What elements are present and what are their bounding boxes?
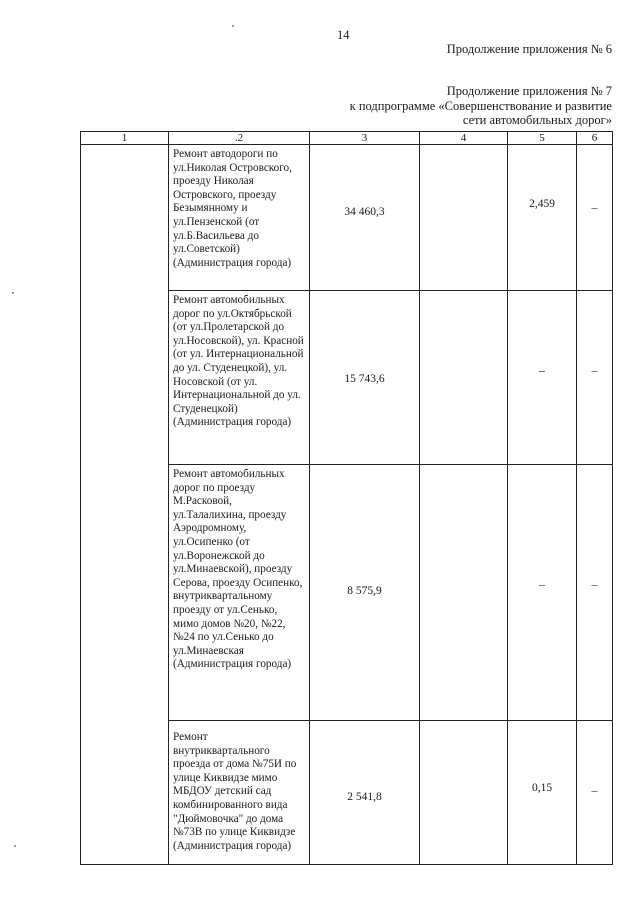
row-description: Ремонт автомобильных дорог по проезду М.Расковой, ул.Талалихина, проезду Аэродромному, ул.Осипенко (от ул.Воронежской до ул.Минаевской), проезду Серова, проезду Осипенко, внутриквартальному проезду от ул.Сенько, мимо домов №20, №22, №24 по ул.Сенько до ул.Минаевская (Администрация города) — [169, 465, 310, 721]
road-repair-table — [80, 131, 613, 865]
header-appendix-6: Продолжение приложения № 6 — [446, 42, 612, 56]
amount-value: 8 575,9 — [347, 585, 382, 597]
column-header: 6 — [577, 132, 613, 145]
col5-value: – — [539, 363, 545, 377]
column-header: 3 — [310, 132, 420, 145]
column-numbers-row — [81, 132, 613, 145]
header-subprogram: к подпрограмме «Совершенствование и развитие — [349, 99, 612, 113]
col6-value: – — [591, 363, 598, 377]
table-row — [81, 145, 613, 291]
row-description: Ремонт автомобильных дорог по ул.Октябрьской (от ул.Пролетарской до ул.Носовской), ул. Красной (от ул. Интернациональной до ул. Студенецкой), ул. Носовской (от ул. Интернациональной до ул. Студенецкой) (Администрация города) — [169, 291, 310, 465]
row-description: Ремонт автодороги по ул.Николая Островского, проезду Николая Островского, проезду Безымянному и ул.Пензенской (от ул.Б.Васильева до ул.Советской) (Администрация города) — [169, 145, 310, 291]
header-network: сети автомобильных дорог» — [462, 113, 612, 127]
col5-value: – — [539, 577, 545, 591]
row-col5 — [508, 465, 577, 721]
row-col5 — [508, 145, 577, 291]
column-header: 1 — [81, 132, 169, 145]
row-col5 — [508, 721, 577, 865]
col6-value: – — [591, 200, 598, 214]
row-amount — [310, 465, 420, 721]
col5-value: 2,459 — [529, 198, 555, 210]
amount-value: 34 460,3 — [344, 206, 385, 218]
row-col6 — [577, 721, 613, 865]
row-amount — [310, 721, 420, 865]
row-col5 — [508, 291, 577, 465]
col5-value: 0,15 — [531, 782, 553, 794]
row-amount — [310, 291, 420, 465]
row-col4 — [420, 465, 508, 721]
page-number: 14 — [337, 28, 350, 42]
row-description: Ремонт внутриквартального проезда от дома №75И по улице Киквидзе мимо МБДОУ детский сад комбинированного вида "Дюймовочка" до дома №73В по улице Киквидзе (Администрация города) — [169, 721, 310, 865]
scan-speck — [232, 25, 234, 27]
amount-value: 2 541,8 — [347, 791, 382, 803]
col6-value: – — [591, 783, 598, 797]
row-col4 — [420, 145, 508, 291]
row-amount — [310, 145, 420, 291]
column-header: .2 — [169, 132, 310, 145]
row-col6 — [577, 145, 613, 291]
column-header: 5 — [508, 132, 577, 145]
empty-column-1-cell — [81, 145, 169, 865]
header-appendix-7: Продолжение приложения № 7 — [446, 84, 612, 98]
row-col4 — [420, 721, 508, 865]
scan-speck — [12, 292, 14, 294]
column-header: 4 — [420, 132, 508, 145]
scan-speck — [14, 845, 16, 847]
row-col6 — [577, 465, 613, 721]
amount-value: 15 743,6 — [344, 373, 385, 385]
row-col6 — [577, 291, 613, 465]
row-col4 — [420, 291, 508, 465]
col6-value: – — [591, 577, 598, 591]
